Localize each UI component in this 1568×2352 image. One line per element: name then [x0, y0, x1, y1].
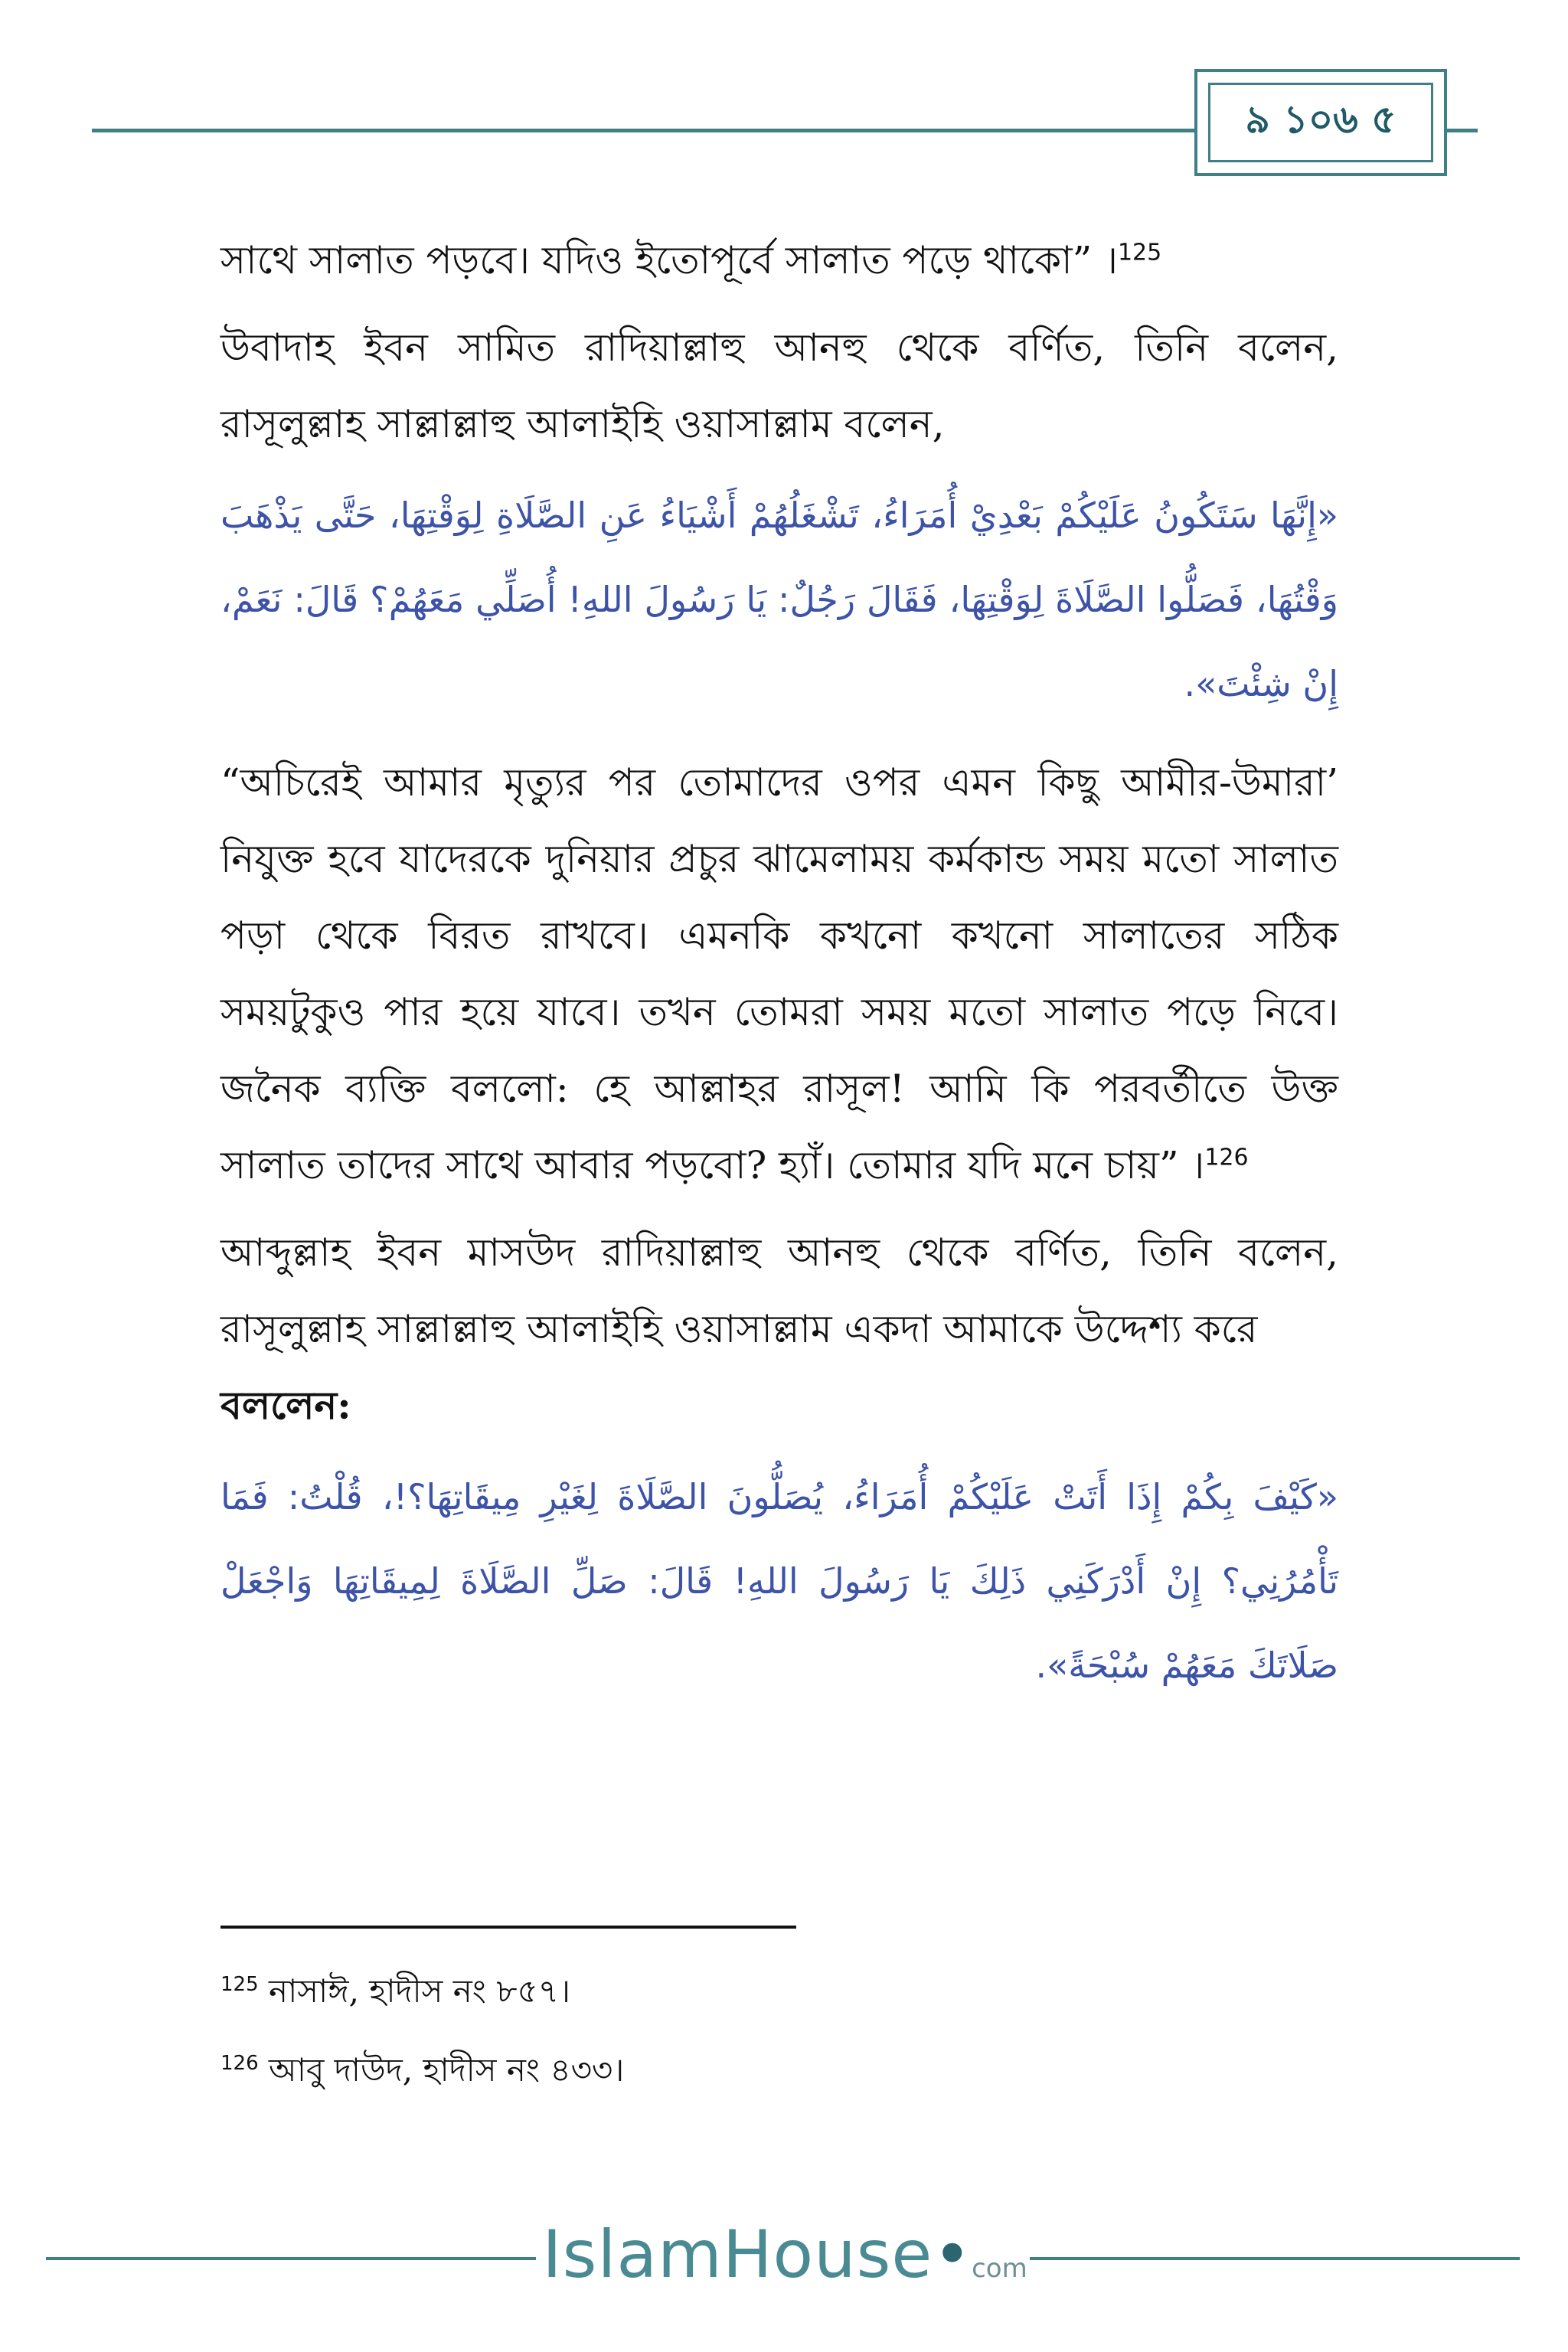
footer-rule-right — [1030, 2257, 1520, 2260]
arabic-hadith-2: «كَيْفَ بِكُمْ إِذَا أَتَتْ عَلَيْكُمْ أُمَرَاءُ، يُصَلُّونَ الصَّلَاةَ لِغَيْرِ مِيقَاتِهَا؟!، قُلْتُ: فَمَا تَأْمُرُنِي؟ إِنْ أَدْرَكَنِي ذَلِكَ يَا رَسُولَ اللهِ! قَالَ: صَلِّ الصَّلَاةَ لِمِيقَاتِهَا وَاجْعَلْ صَلَاتَكَ مَعَهُمْ سُبْحَةً». — [220, 1476, 1338, 1686]
brand-tld: com — [972, 2253, 1027, 2284]
paragraph-3 — [220, 744, 1338, 1204]
brand-name: IslamHouse — [542, 2216, 933, 2293]
footnote-number: 125 — [220, 1973, 259, 1996]
footnote-ref-126: 126 — [1204, 1144, 1249, 1171]
footnote-text: আবু দাউদ, হাদীস নং ৪৩৩। — [269, 2051, 625, 2089]
islamhouse-logo — [542, 2216, 1027, 2301]
footnote-ref-125: 125 — [1117, 239, 1162, 266]
paragraph-1 — [220, 222, 1338, 299]
paragraph-4-end: বললেন: — [220, 1383, 351, 1428]
brand-dot: • — [933, 2216, 972, 2293]
page-number-badge — [1194, 69, 1447, 176]
footer-rule-left — [46, 2257, 536, 2260]
paragraph-3-text: “অচিরেই আমার মৃত্যুর পর তোমাদের ওপর এমন কিছু আমীর-উমারা’ নিযুক্ত হবে যাদেরকে দুনিয়ার প্রচুর ঝামেলাময় কর্মকান্ড সময় মতো সালাত পড়া থেকে বিরত রাখবে। এমনকি কখনো কখনো সালাতের সঠিক সময়টুকুও পার হয়ে যাবে। তখন তোমরা সময় মতো সালাত পড়ে নিবে। জনৈক ব্যক্তি বললো: হে আল্লাহর রাসূল! আমি কি পরবর্তীতে উক্ত সালাত তাদের সাথে আবার পড়বো? হ্যাঁ। তোমার যদি মনে চায়” । — [220, 760, 1338, 1187]
footnote-separator — [220, 1926, 796, 1929]
footnote-125 — [220, 1949, 1338, 2027]
footnotes — [220, 1949, 1338, 2106]
paragraph-4-text: আব্দুল্লাহ ইবন মাসউদ রাদিয়াল্লাহু আনহু থেকে বর্ণিত, তিনি বলেন, রাসূলুল্লাহ সাল্লাল্লাহু আলাইহি ওয়াসাল্লাম একদা আমাকে উদ্দেশ্য করে — [220, 1230, 1338, 1351]
paragraph-2: উবাদাহ ইবন সামিত রাদিয়াল্লাহু আনহু থেকে বর্ণিত, তিনি বলেন, রাসূলুল্লাহ সাল্লাল্লাহু আলাইহি ওয়াসাল্লাম বলেন, — [220, 325, 1338, 446]
paragraph-1-text: সাথে সালাত পড়বে। যদিও ইতোপূর্বে সালাত পড়ে থাকো” । — [220, 238, 1118, 283]
page-body — [220, 222, 1338, 1726]
header-rule-right — [1447, 129, 1478, 132]
footnote-126 — [220, 2027, 1338, 2106]
footnote-text: নাসাঈ, হাদীস নং ৮৫৭। — [269, 1972, 571, 2010]
page-number: ৯ ১০৬ ৫ — [1208, 83, 1433, 162]
header-rule — [92, 129, 1286, 132]
paragraph-4 — [220, 1214, 1338, 1444]
footnote-number: 126 — [220, 2052, 259, 2075]
arabic-hadith-1: «إِنَّهَا سَتَكُونُ عَلَيْكُمْ بَعْدِيْ أُمَرَاءُ، تَشْغَلُهُمْ أَشْيَاءُ عَنِ الصَّلَاةِ لِوَقْتِهَا، حَتَّى يَذْهَبَ وَقْتُهَا، فَصَلُّوا الصَّلَاةَ لِوَقْتِهَا، فَقَالَ رَجُلٌ: يَا رَسُولَ اللهِ! أُصَلِّي مَعَهُمْ؟ قَالَ: نَعَمْ، إِنْ شِئْتَ». — [220, 495, 1338, 704]
